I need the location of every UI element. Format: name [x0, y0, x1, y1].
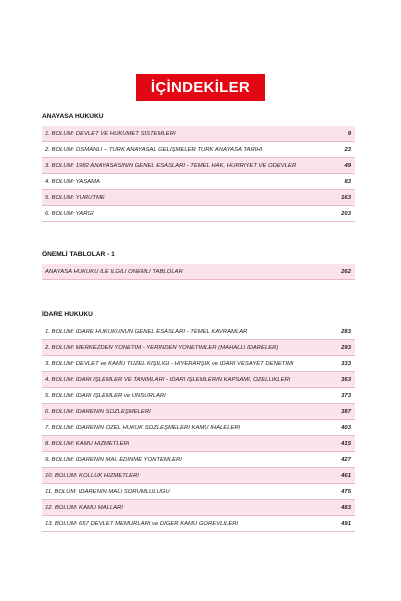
- toc-row[interactable]: [42, 484, 355, 500]
- toc-row-page: 415: [341, 440, 351, 447]
- toc-row-page: 387: [341, 408, 351, 415]
- toc-row-label: 9. BÖLÜM: İDARENİN MAL EDİNME YÖNTEMLERİ: [45, 456, 182, 463]
- toc-row[interactable]: [42, 174, 355, 190]
- toc-row[interactable]: [42, 372, 355, 388]
- toc-row-page: 49: [344, 162, 351, 169]
- section-anayasa-hukuku: [42, 113, 355, 222]
- toc-row[interactable]: [42, 340, 355, 356]
- toc-row-label: 6. BÖLÜM: İDARENİN SÖZLEŞMELERİ: [45, 408, 151, 415]
- toc-row-label: 3. BÖLÜM: 1982 ANAYASASININ GENEL ESASLARI - TEMEL HAK, HÜRRİYET VE ÖDEVLER: [45, 162, 297, 169]
- toc-row-label: 5. BÖLÜM: YÜRÜTME: [45, 194, 105, 201]
- toc-row-page: 333: [341, 360, 351, 367]
- toc-row-page: 9: [347, 130, 351, 137]
- toc-row-label: 4. BÖLÜM: İDARİ İŞLEMLER VE TANIMLARI - İDARİ İŞLEMLERİN KAPSAMI, ÖZELLİKLERİ: [45, 376, 291, 383]
- toc-row-label: 13. BÖLÜM: 657 DEVLET MEMURLARI ve DİĞER KAMU GÖREVLİLERİ: [45, 520, 239, 527]
- toc-row-page: 23: [344, 146, 351, 153]
- toc-row[interactable]: [42, 264, 355, 280]
- toc-row[interactable]: [42, 388, 355, 404]
- toc-row[interactable]: [42, 356, 355, 372]
- section-idare-hukuku: [42, 311, 355, 532]
- toc-row-label: 1. BÖLÜM: İDARE HUKUKUNUN GENEL ESASLARI - TEMEL KAVRAMLAR: [45, 328, 248, 335]
- toc-row-label: 1. BÖLÜM: DEVLET VE HÜKÜMET SİSTEMLERİ: [45, 130, 176, 137]
- toc-row[interactable]: [42, 142, 355, 158]
- toc-row-page: 83: [344, 178, 351, 185]
- toc-row-page: 403: [341, 424, 351, 431]
- toc-row[interactable]: [42, 516, 355, 532]
- toc-row[interactable]: [42, 404, 355, 420]
- toc-row-page: 475: [341, 488, 351, 495]
- toc-row-page: 262: [341, 268, 351, 275]
- toc-row[interactable]: [42, 190, 355, 206]
- toc-row-page: 283: [341, 328, 351, 335]
- toc-row-page: 373: [341, 392, 351, 399]
- toc-row-page: 427: [341, 456, 351, 463]
- toc-row-label: 2. BÖLÜM: MERKEZDEN YÖNETİM - YERİNDEN YÖNETİMLER (MAHALLİ İDARELER): [45, 344, 279, 351]
- toc-row[interactable]: [42, 452, 355, 468]
- toc-row-label: 8. BÖLÜM: KAMU HİZMETLERİ: [45, 440, 130, 447]
- toc-title: İÇİNDEKİLER: [136, 74, 265, 101]
- toc-row-label: 4. BÖLÜM: YASAMA: [45, 178, 100, 185]
- toc-row-label: 11. BÖLÜM: İDARENİN MALİ SORUMLULUĞU: [45, 488, 170, 495]
- toc-row-page: 203: [341, 210, 351, 217]
- toc-row-page: 483: [341, 504, 351, 511]
- toc-row-page: 461: [341, 472, 351, 479]
- section-heading: ANAYASA HUKUKU: [42, 113, 104, 120]
- toc-row[interactable]: [42, 500, 355, 516]
- toc-row-label: 2. BÖLÜM: OSMANLI – TÜRK ANAYASAL GELİŞMELER TÜRK ANAYASA TARİHİ: [45, 146, 263, 153]
- toc-row[interactable]: [42, 126, 355, 142]
- section-heading: ÖNEMLİ TABLOLAR - 1: [42, 251, 115, 258]
- toc-row-page: 293: [341, 344, 351, 351]
- toc-row[interactable]: [42, 324, 355, 340]
- toc-row-page: 363: [341, 376, 351, 383]
- toc-row-label: 5. BÖLÜM: İDARİ İŞLEMLER ve UNSURLARI: [45, 392, 166, 399]
- toc-row-label: 6. BÖLÜM: YARGI: [45, 210, 94, 217]
- toc-row-page: 163: [341, 194, 351, 201]
- toc-row[interactable]: [42, 206, 355, 222]
- toc-row[interactable]: [42, 158, 355, 174]
- section-heading: İDARE HUKUKU: [42, 311, 93, 318]
- toc-row-label: 12. BÖLÜM: KAMU MALLARI: [45, 504, 123, 511]
- toc-row-label: 7. BÖLÜM: İDARENİN ÖZEL HUKUK SÖZLEŞMELERİ KAMU İHALELERİ: [45, 424, 241, 431]
- toc-row[interactable]: [42, 436, 355, 452]
- toc-row[interactable]: [42, 468, 355, 484]
- toc-row-label: ANAYASA HUKUKU İLE İLGİLİ ÖNEMLİ TABLOLAR: [45, 268, 183, 275]
- toc-row[interactable]: [42, 420, 355, 436]
- toc-row-page: 491: [341, 520, 351, 527]
- section-onemli-tablolar: [42, 251, 355, 280]
- toc-row-label: 10. BÖLÜM: KOLLUK HİZMETLERİ: [45, 472, 139, 479]
- toc-row-label: 3. BÖLÜM: DEVLET ve KAMU TÜZEL KİŞİLİĞİ - HİYERARŞİK ve İDARİ VESAYET DENETİMİ: [45, 360, 294, 367]
